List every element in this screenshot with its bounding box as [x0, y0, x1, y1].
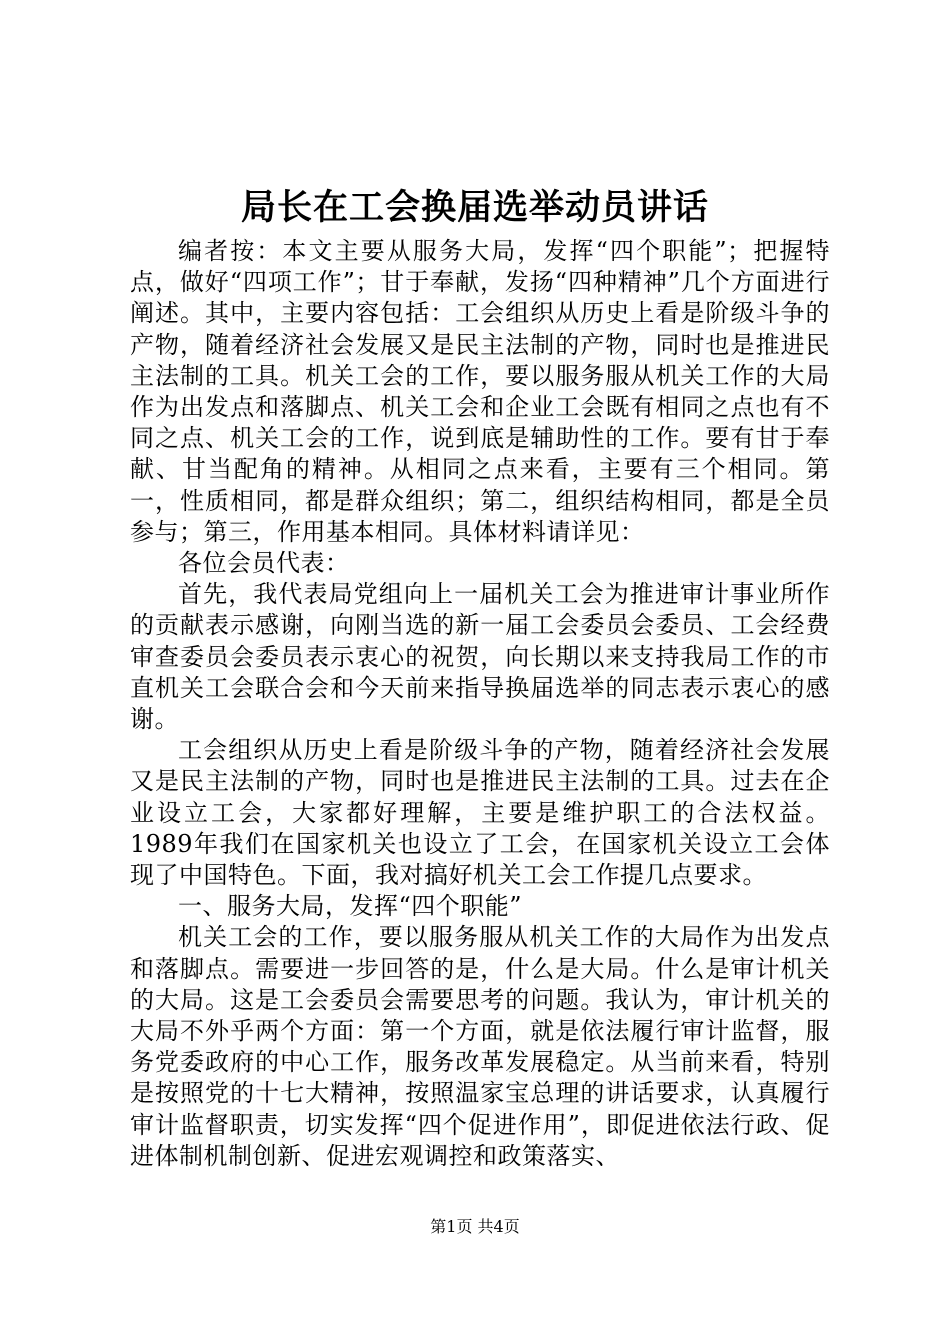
- union-history-paragraph: 工会组织从历史上看是阶级斗争的产物，随着经济社会发展又是民主法制的产物，同时也是推进民主法制的工具。过去在企业设立工会，大家都好理解，主要是维护职工的合法权益。1989年我们在国家机关也设立了工会，在国家机关设立工会体现了中国特色。下面，我对搞好机关工会工作提几点要求。: [130, 736, 830, 890]
- section-1-body-paragraph: 机关工会的工作，要以服务服从机关工作的大局作为出发点和落脚点。需要进一步回答的是，什么是大局。什么是审计机关的大局。这是工会委员会需要思考的问题。我认为，审计机关的大局不外乎两个方面：第一个方面，就是依法履行审计监督，服务党委政府的中心工作，服务改革发展稳定。从当前来看，特别是按照党的十七大精神，按照温家宝总理的讲话要求，认真履行审计监督职责，切实发挥“四个促进作用”，即促进依法行政、促进体制机制创新、促进宏观调控和政策落实、: [130, 923, 830, 1170]
- thanks-paragraph: 首先，我代表局党组向上一届机关工会为推进审计事业所作的贡献表示感谢，向刚当选的新一届工会委员会委员、工会经费审查委员会委员表示衷心的祝贺，向长期以来支持我局工作的市直机关工会联合会和今天前来指导换届选举的同志表示衷心的感谢。: [130, 580, 830, 734]
- document-title: 局长在工会换届选举动员讲话: [240, 187, 709, 228]
- page-number-footer: 第1页 共4页: [430, 1217, 520, 1236]
- document-body: [130, 236, 830, 1172]
- section-heading-1: 一、服务大局，发挥“四个职能”: [178, 892, 523, 921]
- salutation-paragraph: 各位会员代表：: [178, 549, 350, 578]
- editor-note-paragraph: 编者按：本文主要从服务大局，发挥“四个职能”；把握特点，做好“四项工作”；甘于奉献，发扬“四种精神”几个方面进行阐述。其中，主要内容包括：工会组织从历史上看是阶级斗争的产物，随着经济社会发展又是民主法制的产物，同时也是推进民主法制的工具。机关工会的工作，要以服务服从机关工作的大局作为出发点和落脚点、机关工会和企业工会既有相同之点也有不同之点、机关工会的工作，说到底是辅助性的工作。要有甘于奉献、甘当配角的精神。从相同之点来看，主要有三个相同。第一，性质相同，都是群众组织；第二，组织结构相同，都是全员参与；第三，作用基本相同。具体材料请详见：: [130, 237, 830, 546]
